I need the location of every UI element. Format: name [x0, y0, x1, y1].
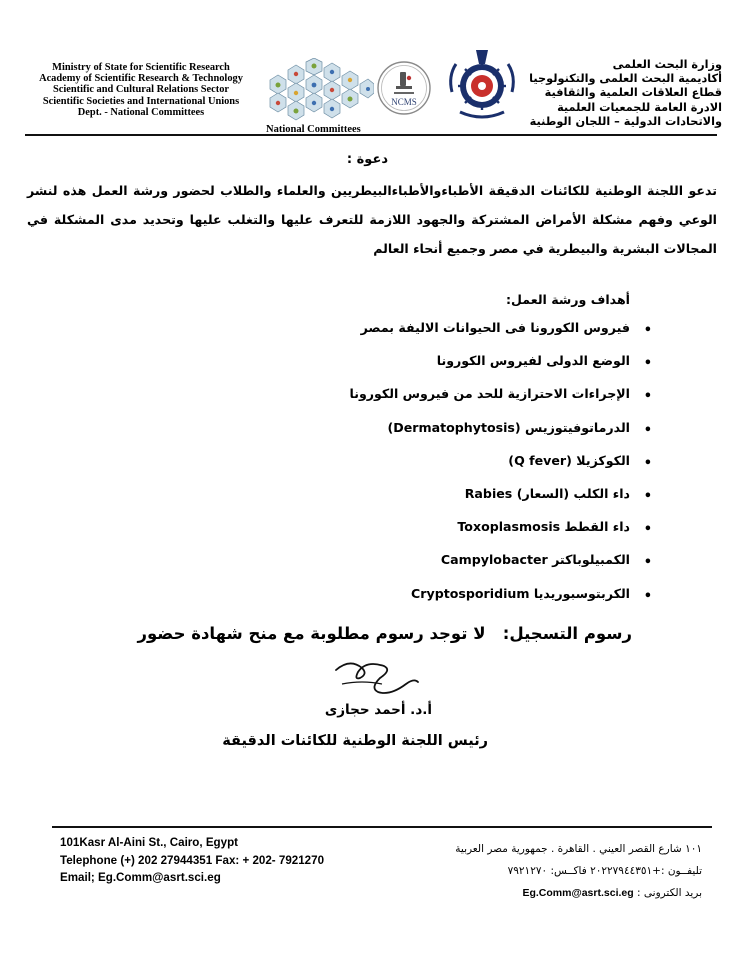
signatory-name: أ.د. أحمد حجازى — [324, 702, 432, 718]
header-english-line: Scientific Societies and International Unions — [42, 95, 240, 107]
registration-label: رسوم التسجيل: — [502, 624, 632, 643]
goal-item — [110, 419, 652, 453]
goal-text: الكربتوسبوريديا Cryptosporidium — [411, 585, 630, 601]
registration-fees — [137, 624, 632, 643]
footer-arabic-email-row — [402, 882, 702, 904]
bullet-icon: • — [643, 522, 652, 538]
footer-email[interactable]: Email; Eg.Comm@asrt.sci.eg — [60, 871, 221, 884]
footer-arabic-email-label: بريد الكترونى : — [637, 887, 702, 899]
goal-item — [110, 585, 652, 619]
goal-text: الكمبيلوباكتر Campylobacter — [440, 552, 630, 568]
goal-item — [110, 552, 652, 585]
goal-item — [110, 519, 652, 552]
footer-arabic-phone: تليفــون :+٢٠٢٢٧٩٤٤٣٥١ فاكــس: ٧٩٢١٢٧٠ — [507, 865, 702, 877]
goal-text: الدرماتوفيتوزيس (Dermatophytosis) — [387, 419, 630, 435]
goal-text: داء الكلب (السعار) Rabies — [464, 485, 630, 501]
bullet-icon: • — [643, 422, 652, 438]
header-english-line: Scientific and Cultural Relations Sector — [52, 84, 230, 96]
header-arabic-line: قطاع العلاقات العلمية والثقافية — [544, 86, 722, 100]
footer-arabic-email[interactable]: Eg.Comm@asrt.sci.eg — [522, 887, 634, 899]
footer-english-contact — [60, 834, 324, 887]
goal-item — [110, 320, 652, 353]
invitation-paragraph: تدعو اللجنة الوطنية للكائنات الدقيقة الأطباءوالأطباءالبيطريين والعلماء والطلاب لحضور ورشة العمل هذه لنشر الوعي وفهم مشكلة الأمراض المشتركة والجهود اللازمة للتعرف عليها والتغلب عليها وتحديد مدى المشكلة في المجالات البشرية والبيطرية في مصر وجميع أنحاء العالم — [27, 183, 717, 256]
footer-divider — [52, 826, 712, 828]
ncms-logo-text: NCMS — [391, 97, 417, 107]
header-arabic-line: أكاديمية البحث العلمى والتكنولوجيا — [529, 72, 722, 86]
bullet-icon: • — [643, 389, 652, 405]
header-english-line: Dept. - National Committees — [77, 106, 205, 118]
workshop-goals-list — [110, 320, 652, 619]
header-arabic-line: والاتحادات الدولية – اللجان الوطنية — [529, 114, 722, 128]
national-committees-collage-logo — [262, 58, 374, 122]
workshop-goals-title: أهداف ورشة العمل: — [505, 292, 630, 307]
goal-text: الإجراءات الاحترازية للحد من فيروس الكورونا — [349, 386, 630, 402]
header-english-block — [30, 62, 252, 118]
ncms-logo — [376, 60, 432, 116]
signatory-title: رئيس اللجنة الوطنية للكائنات الدقيقة — [222, 733, 488, 749]
header-arabic-line: الادرة العامة للجمعيات العلمية — [557, 100, 722, 114]
goal-text: داء القطط Toxoplasmosis — [457, 519, 630, 535]
footer-arabic-contact — [402, 838, 702, 904]
goal-text: فيروس الكورونا فى الحيوانات الاليفة بمصر — [360, 320, 630, 335]
goal-text: الوضع الدولى لفيروس الكورونا — [436, 353, 630, 369]
goal-item — [110, 452, 652, 486]
goal-item — [110, 386, 652, 419]
header-english-line: Ministry of State for Scientific Research — [52, 62, 230, 73]
header-divider — [25, 134, 717, 136]
footer-phone: Telephone (+) 202 27944351 Fax: + 202- 7921270 — [60, 853, 325, 867]
goal-text: الكوكزيلا (Q fever) — [508, 452, 630, 468]
national-committees-label: National Committees — [266, 124, 361, 135]
footer-arabic-address: ١٠١ شارع القصر العيني . القاهرة . جمهورية مصر العربية — [455, 843, 702, 855]
registration-value: لا توجد رسوم مطلوبة مع منح شهادة حضور — [137, 624, 486, 643]
invitation-heading: دعوة : — [346, 152, 388, 167]
goal-item — [110, 353, 652, 386]
header-english-line: Academy of Scientific Research & Technology — [39, 73, 243, 85]
footer-address: 101Kasr Al-Aini St., Cairo, Egypt — [60, 836, 239, 849]
header-arabic-line: وزارة البحث العلمى — [612, 58, 722, 71]
bullet-icon: • — [643, 488, 652, 504]
bullet-icon: • — [643, 555, 652, 571]
bullet-icon: • — [643, 323, 652, 338]
goal-item — [110, 485, 652, 519]
header-arabic-block — [490, 58, 722, 129]
bullet-icon: • — [643, 588, 652, 604]
bullet-icon: • — [643, 455, 652, 471]
bullet-icon: • — [643, 356, 652, 372]
handwritten-signature — [332, 654, 422, 700]
